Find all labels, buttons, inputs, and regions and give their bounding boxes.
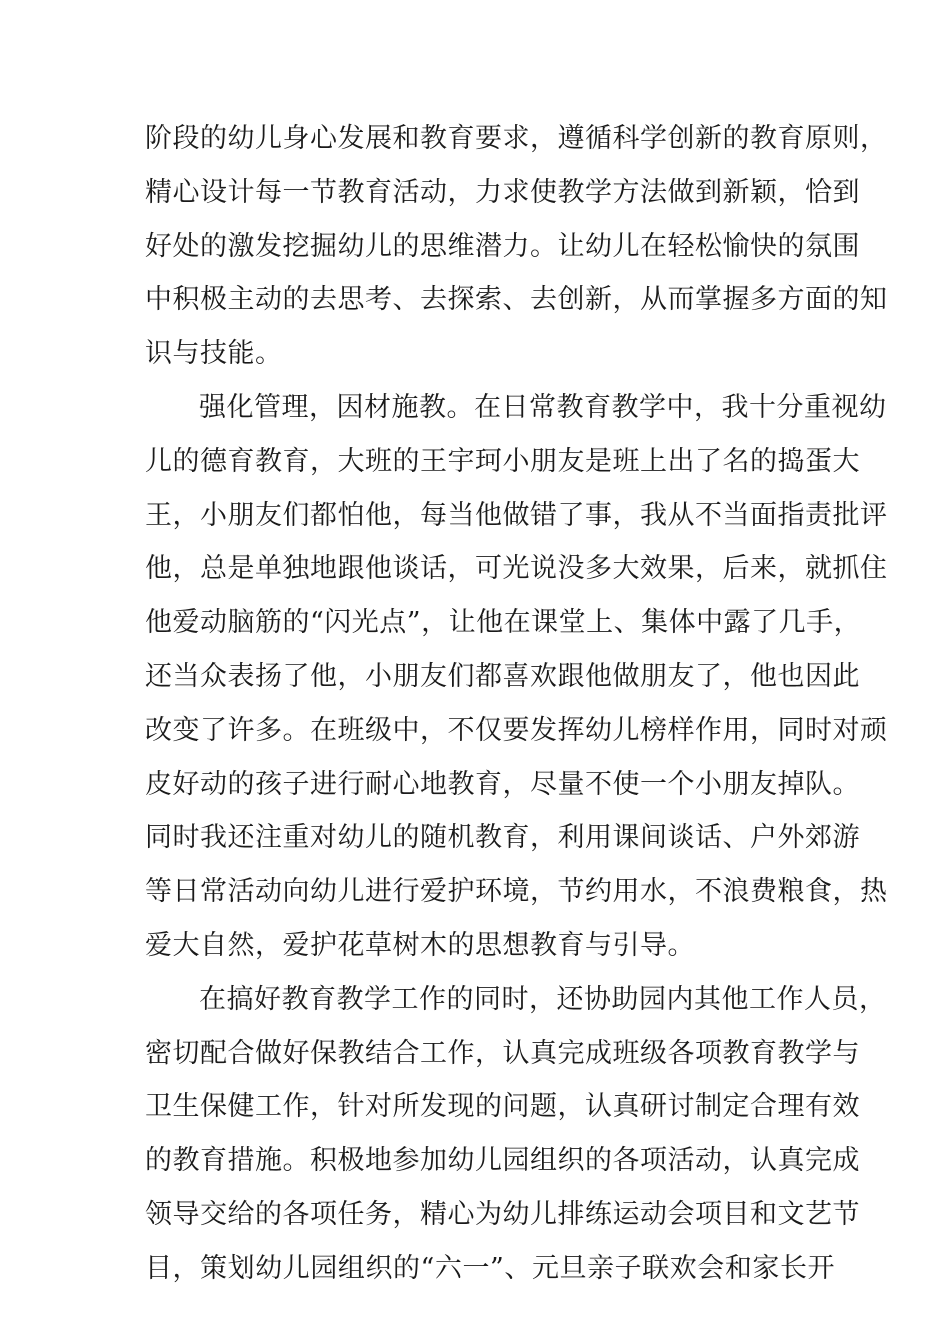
text-line: 儿的德育教育，大班的王宇珂小朋友是班上出了名的捣蛋大: [145, 445, 860, 477]
text-line: 他，总是单独地跟他谈话，可光说没多大效果，后来，就抓住: [145, 553, 888, 585]
text-line: 同时我还注重对幼儿的随机教育，利用课间谈话、户外郊游: [145, 822, 860, 854]
text-line: 爱大自然，爱护花草树木的思想教育与引导。: [145, 929, 695, 961]
text-line: 密切配合做好保教结合工作，认真完成班级各项教育教学与: [145, 1037, 860, 1069]
text-line: 目，策划幼儿园组织的“六一”、元旦亲子联欢会和家长开: [145, 1252, 835, 1284]
paragraph-1: [145, 112, 888, 381]
text-line: 王，小朋友们都怕他，每当他做错了事，我从不当面指责批评: [145, 499, 888, 531]
text-line: 精心设计每一节教育活动，力求使教学方法做到新颖，恰到: [145, 176, 860, 208]
text-line: 的教育措施。积极地参加幼儿园组织的各项活动，认真完成: [145, 1145, 860, 1177]
text-line: 在搞好教育教学工作的同时，还协助园内其他工作人员，: [199, 983, 887, 1015]
text-line: 中积极主动的去思考、去探索、去创新，从而掌握多方面的知: [145, 284, 888, 316]
document-body: [145, 112, 888, 1296]
paragraph-3: [145, 973, 887, 1296]
text-line: 等日常活动向幼儿进行爱护环境，节约用水，不浪费粮食，热: [145, 876, 888, 908]
text-line: 皮好动的孩子进行耐心地教育，尽量不使一个小朋友掉队。: [145, 768, 860, 800]
paragraph-2: [145, 381, 888, 973]
text-line: 好处的激发挖掘幼儿的思维潜力。让幼儿在轻松愉快的氛围: [145, 230, 860, 262]
text-line: 卫生保健工作，针对所发现的问题，认真研讨制定合理有效: [145, 1091, 860, 1123]
text-line: 强化管理，因材施教。在日常教育教学中，我十分重视幼: [199, 391, 887, 423]
text-line: 他爱动脑筋的“闪光点”，让他在课堂上、集体中露了几手，: [145, 607, 862, 639]
text-line: 改变了许多。在班级中，不仅要发挥幼儿榜样作用，同时对顽: [145, 714, 888, 746]
text-line: 还当众表扬了他，小朋友们都喜欢跟他做朋友了，他也因此: [145, 660, 860, 692]
text-line: 识与技能。: [145, 338, 283, 370]
text-line: 阶段的幼儿身心发展和教育要求，遵循科学创新的教育原则，: [145, 123, 888, 154]
text-line: 领导交给的各项任务，精心为幼儿排练运动会项目和文艺节: [145, 1198, 860, 1230]
